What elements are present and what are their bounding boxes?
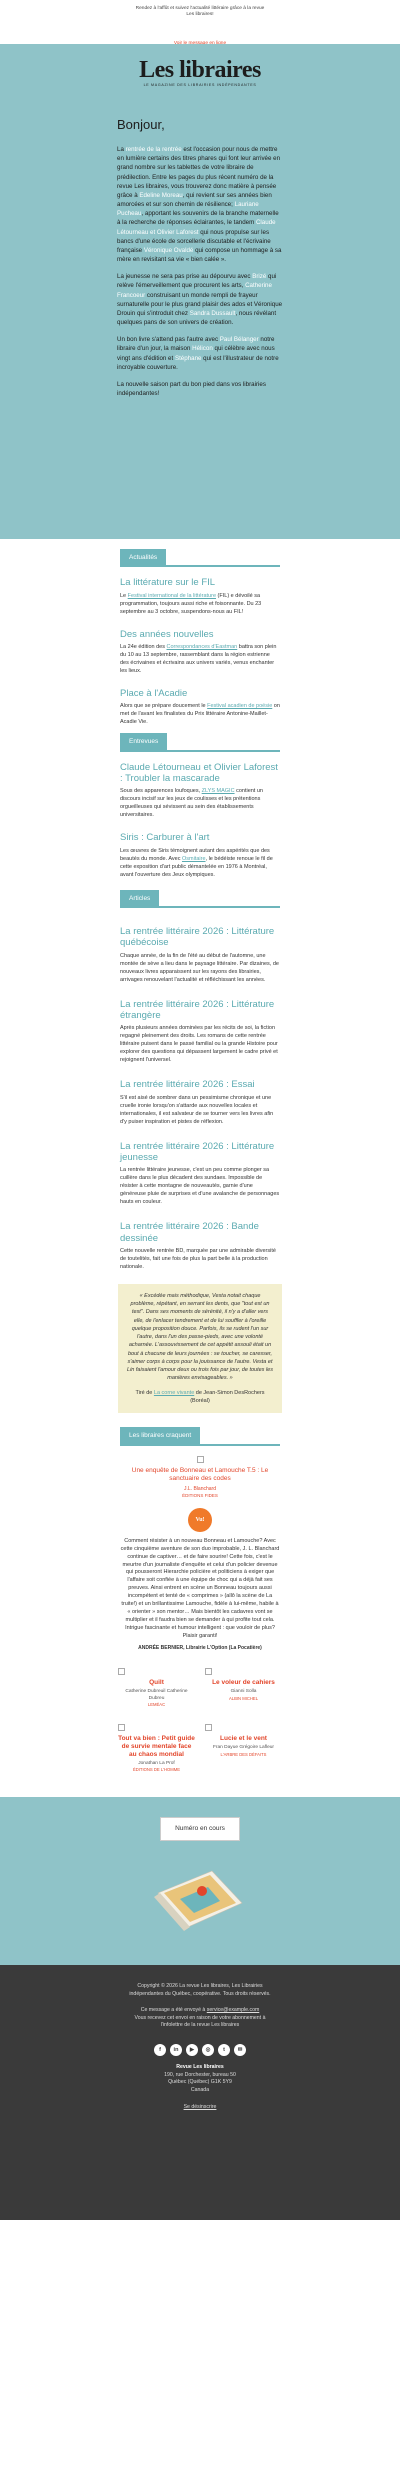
hero-link[interactable]: Hélicon — [192, 345, 213, 353]
intro-paragraph-4: La nouvelle saison part du bon pied dans vos librairies indépendantes! — [117, 381, 266, 398]
book-card[interactable] — [205, 1668, 282, 1708]
section-header — [120, 1427, 280, 1445]
current-issue-button[interactable]: Numéro en cours — [160, 1817, 240, 1840]
intro-paragraph-3: Un bon livre s'attend pas l'autre avec Paul Bélanger notre libraire d'un jour, la maison Hélicon qui célèbre avec nous vingt ans d'édition et Stéphane qui est l'illustrateur de notre incroyable couverture. — [117, 336, 279, 371]
magazine-cover-illustration[interactable] — [150, 1853, 250, 1931]
book-title[interactable]: Le voleur de cahiers — [212, 1679, 275, 1687]
hero-link[interactable]: rentrée de la rentrée — [125, 146, 182, 154]
article-title[interactable]: La rentrée littéraire 2026 : Bande dessinée — [120, 1221, 259, 1244]
quote-citation: Tiré de La corne vivante de Jean-Simon DesRochers (Boréal) — [135, 1389, 265, 1404]
book-card[interactable] — [205, 1724, 282, 1773]
excerpt-quote — [118, 1284, 282, 1413]
news-body: La 24e édition des Correspondances d'Eastman battra son plein du 10 au 13 septembre, rassemblant dans la région estrienne des écrivaines et écrivains aux univers variés, venus enchanter les lieux. — [120, 644, 277, 675]
unsubscribe-link[interactable]: Se désinscrire — [183, 2104, 217, 2111]
hero-link[interactable]: Catherine Francoeur — [117, 282, 272, 299]
recipient-email-link[interactable]: service@example.com — [206, 2006, 260, 2013]
interview-body: Sous des apparences loufoques, ZLYS MAGIC contient un discours incisif sur les jeux de coulisses et les prétentions orgueilleuses qui sévissent au sein des établissements universitaires. — [120, 788, 263, 819]
twitter-icon[interactable]: t — [218, 2044, 230, 2056]
news-item — [120, 629, 280, 676]
article-body: S'il est aisé de sombrer dans un pessimisme chronique et une cruelle ironie lorsqu'on s'attarde aux nouvelles locales et internationales, il est salvateur de se tourner vers les livres afin d'y puiser inspiration et pistes de réflexion. — [120, 1094, 274, 1125]
book-cover-image[interactable] — [197, 1456, 204, 1463]
footer — [0, 1965, 400, 2220]
article-body: Après plusieurs années dominées par les récits de soi, la fiction regagné pleinement des droits. Les romans de cette rentrée littéraire puisent dans le passé familial ou la grande Histoire pour explorer des questions qui dépassent largement le cadre privé et rejoignent l'universel. — [120, 1025, 278, 1064]
social-links — [0, 2044, 400, 2056]
hero-link[interactable]: Sandra Dussault — [189, 309, 236, 317]
inline-link[interactable]: Festival international de la littérature — [127, 592, 217, 599]
article-title[interactable]: La rentrée littéraire 2026 : Littérature jeunesse — [120, 1140, 275, 1163]
sent-to-notice: Ce message a été envoyé à service@example.com — [140, 2006, 260, 2013]
hero-link[interactable]: Paul Bélanger — [219, 336, 259, 344]
inline-link[interactable]: Correspondances d'Eastman — [166, 644, 238, 651]
inline-link[interactable]: ZLYS MAGIC — [201, 788, 235, 795]
email-icon[interactable]: ✉ — [234, 2044, 246, 2056]
hero-link[interactable]: Lauriane Pucheau — [117, 201, 259, 218]
hero-banner — [0, 44, 400, 539]
book-title[interactable]: Lucie et le vent — [220, 1735, 267, 1743]
book-editor: LEMÉAC — [147, 1702, 166, 1708]
book-author: Gianni Solla — [230, 1689, 257, 1695]
featured-book-author: J.L. Blanchard — [184, 1485, 216, 1492]
article-item — [120, 1141, 280, 1208]
book-cover-image[interactable] — [118, 1724, 125, 1731]
news-title[interactable]: La littérature sur le FIL — [120, 577, 216, 589]
award-seal-icon: Vu! — [188, 1508, 212, 1532]
greeting: Bonjour, — [117, 117, 165, 133]
featured-book-review: Comment résister à un nouveau Bonneau et Lamouche? Avec cette cinquième aventure de son duo improbable, J. L. Blanchard continue de captiver… et de faire sourire! Cette fois, c'est le meurtre d'un journaliste d'enquête et celui d'un policier devenue qui pousseront Hierarchie policière et politiciens à exiger que l'affaire soit confiée à une équipe de choc qui a déjà fait ses preuves. Ainsi entrent en scène un Bonneau toujours aussi incompétent et tenté de « comprimes » (allô la scène de La truite!) et un brillantissime Lamouche, fidèle à lui-même, habile à « orienter » son mentor… Mais bientôt les cadavres vont se multiplier et il faudra bien se demander à qui profite tout cela. Intrigue fascinante et humour intelligent : que vouloir de plus? Plaisir garanti! — [120, 1537, 280, 1640]
news-item — [120, 577, 280, 616]
book-card[interactable] — [118, 1724, 195, 1773]
book-cover-image[interactable] — [118, 1668, 125, 1675]
book-cover-image[interactable] — [205, 1724, 212, 1731]
news-item — [120, 688, 280, 727]
hero-link[interactable]: Véronique Ovaldé — [143, 246, 194, 254]
interview-body: Les œuvres de Siris témoignent autant des aspérités que des beautés du monde. Avec Osmitaire, le bédéiste renoue le fil de cette exposition d'art public démantelée en 1976 à Montréal, avant l'ouverture des Jeux olympiques. — [120, 847, 273, 878]
article-title[interactable]: La rentrée littéraire 2026 : Essai — [120, 1079, 255, 1091]
section-label: Actualités — [120, 549, 166, 566]
news-body: Alors que se prépare doucement le Festival acadien de poésie on met de l'avant les finalistes du Prix littéraire Antonine-Maillet-Acadie Vie. — [120, 703, 280, 726]
hero-link[interactable]: Edeline Moreau — [139, 191, 183, 199]
section-header — [120, 890, 280, 908]
preheader — [0, 0, 400, 44]
current-issue-banner — [0, 1797, 400, 1965]
article-item — [120, 1221, 280, 1272]
interview-title[interactable]: Siris : Carburer à l'art — [120, 832, 210, 844]
featured-book — [120, 1456, 280, 1653]
hero-intro — [117, 88, 283, 398]
section-label: Entrevues — [120, 733, 167, 750]
article-body: Cette nouvelle rentrée BD, marquée par une admirable diversité de toutelités, fait une fois de plus la part belle à la production nationale. — [120, 1248, 276, 1270]
copyright: Copyright © 2026 La revue Les libraires, Les Librairies indépendantes du Québec, coopérative. Tous droits réservés. — [129, 1983, 271, 1998]
reviewer-signature: ANDRÉE BERNIER, Librairie L'Option (La Pocatière) — [138, 1645, 262, 1652]
subscription-notice: Vous recevez cet envoi en raison de votre abonnement à l'infolettre de la revue Les libraires — [134, 2014, 266, 2029]
book-cover-image[interactable] — [205, 1668, 212, 1675]
section-label: Articles — [120, 890, 159, 907]
news-title[interactable]: Place à l'Acadie — [120, 687, 188, 699]
section-header — [120, 549, 280, 567]
featured-book-title[interactable]: Une enquête de Bonneau et Lamouche T.5 : Le sanctuaire des codes — [131, 1466, 269, 1482]
intro-paragraph-1: La rentrée de la rentrée est l'occasion pour nous de mettre en lumière certains des titres phares qui font leur arrivée en grand nombre sur les tablettes de votre libraire de prédilection. Entre les pages du plus récent numéro de la revue Les libraires, vous trouverez donc matière à pensée grâce à Edeline Moreau, qui revient sur ses années bien amorcées et sur son chemin de résilience; Lauriane Pucheau, apportant les souvenirs de la branche maternelle à la recherche de réponses éclairantes, le tandem Claude Létourneau et Olivier Laforest qui nous propulse sur les bancs d'une école de sorcellerie discutable et l'écrivaine française Véronique Ovaldé qui compose un hommage à sa mère en revisitant sa vie « bien calée ». — [117, 146, 282, 264]
book-editor: ÉDITIONS DE L'HOMME — [132, 1767, 181, 1773]
inline-link[interactable]: Festival acadien de poésie — [207, 703, 273, 710]
hero-link[interactable]: Brizé — [252, 273, 267, 281]
book-title[interactable]: Tout va bien : Petit guide de survie mentale face au chaos mondial — [118, 1735, 195, 1758]
book-title[interactable]: Quilt — [149, 1679, 164, 1687]
article-body: Chaque année, de la fin de l'été au début de l'automne, une montée de sève a lieu dans le paysage littéraire. Par dizaines, de nouveaux livres apparaissent sur les rayons des librairies, arrivages renouvelant l'actualité et réfléchissant les années. — [120, 952, 279, 983]
book-card[interactable] — [118, 1668, 195, 1708]
news-title[interactable]: Des années nouvelles — [120, 628, 214, 640]
youtube-icon[interactable]: ▶ — [186, 2044, 198, 2056]
book-grid — [118, 1668, 282, 1773]
section-entrevues — [120, 733, 280, 879]
section-header — [120, 733, 280, 751]
mailing-address: Revue Les libraires 190, rue Dorchester, bureau 50 Québec (Québec) G1K 5Y9 Canada — [164, 2064, 236, 2093]
preheader-text: Rendez à l'affût et suivez l'actualité littéraire grâce à la revue Les libraires! — [135, 6, 265, 18]
quote-text: « Excédée mais méthodique, Vesta notait chaque problème, répétant, en serrant les dents, que "tout est un test". Dans ses moments de sérénité, il n'y a d'aller vers elle, de l'enlacer tendrement et de lui souffler à l'oreille quelque proposition douce. Parfois, ils se rudent l'un sur l'autre, dans l'un des passe-pieds, avec une volonté acharnée. L'assouvissement de cet appétit assouli était un bout à chacune de leurs journées : se toucher, se caresser, s'aimer corps à corps pour la jouissance de l'autre. Vesta et Lin faisaient l'amour deux ou trois fois par jour, de toutes les manières envisageables. » — [127, 1292, 273, 1382]
article-item — [120, 999, 280, 1066]
linkedin-icon[interactable]: in — [170, 2044, 182, 2056]
brand-logo[interactable]: Les libraires — [139, 57, 261, 83]
book-editor: L'ARBRE DES DÉFAITS — [220, 1751, 267, 1757]
section-craquent — [120, 1427, 280, 1445]
interview-item — [120, 762, 280, 821]
hero-link[interactable]: Claude Létourneau et Olivier Laforest — [117, 219, 276, 236]
featured-book-editor: ÉDITIONS FIDES — [182, 1493, 218, 1499]
brand-tagline: LE MAGAZINE DES LIBRAIRIES INDÉPENDANTES — [143, 83, 257, 87]
facebook-icon[interactable]: f — [154, 2044, 166, 2056]
section-actualites — [120, 549, 280, 727]
article-title[interactable]: La rentrée littéraire 2026 : Littérature québécoise — [120, 926, 275, 949]
article-body: La rentrée littéraire jeunesse, c'est un peu comme plonger sa cuillère dans le plus décadent des sundaes. Impossible de résister à cette montagne de nouveautés, garnie d'une généreuse pluie de surprises et d'une avalanche de personnages hauts en couleur. — [120, 1167, 280, 1206]
interview-title[interactable]: Claude Létourneau et Olivier Laforest : Troubler la mascarade — [120, 761, 278, 785]
article-item — [120, 926, 280, 985]
section-label: Les libraires craquent — [120, 1427, 200, 1444]
article-title[interactable]: La rentrée littéraire 2026 : Littérature étrangère — [120, 998, 275, 1022]
hero-link[interactable]: Stéphane — [174, 354, 202, 362]
book-author: Jonathan La Prof — [138, 1760, 175, 1766]
intro-paragraph-2: La jeunesse ne sera pas prise au dépourvu avec Brizé qui relève l'émerveillement que procurent les arts, Catherine Francoeur construisant un monde rempli de frayeur surnaturelle pour le plus grand plaisir des ados et Véronique Drouin qui s'introduit chez Sandra Dussault, nous révélant quelques pans de son univers de création. — [117, 273, 283, 327]
news-body: Le Festival international de la littérature (FIL) e dévoilé sa programmation, toujours aussi riche et foisonnante. Du 23 septembre au 3 octobre, suspendons-nous au FIL! — [120, 592, 262, 615]
article-item — [120, 1079, 280, 1126]
interview-item — [120, 832, 280, 879]
quote-book-link[interactable]: La corne vivante — [153, 1389, 195, 1396]
section-articles — [120, 890, 280, 1272]
book-author: Fran Dayue Grégoire Lafleur — [212, 1745, 275, 1751]
book-editor: ALBIN MICHEL — [228, 1695, 259, 1701]
inline-link[interactable]: Osmitaire — [181, 855, 206, 862]
instagram-icon[interactable]: ◎ — [202, 2044, 214, 2056]
book-author: Catherine Dubreuil Catherine Dubreu — [125, 1689, 188, 1701]
